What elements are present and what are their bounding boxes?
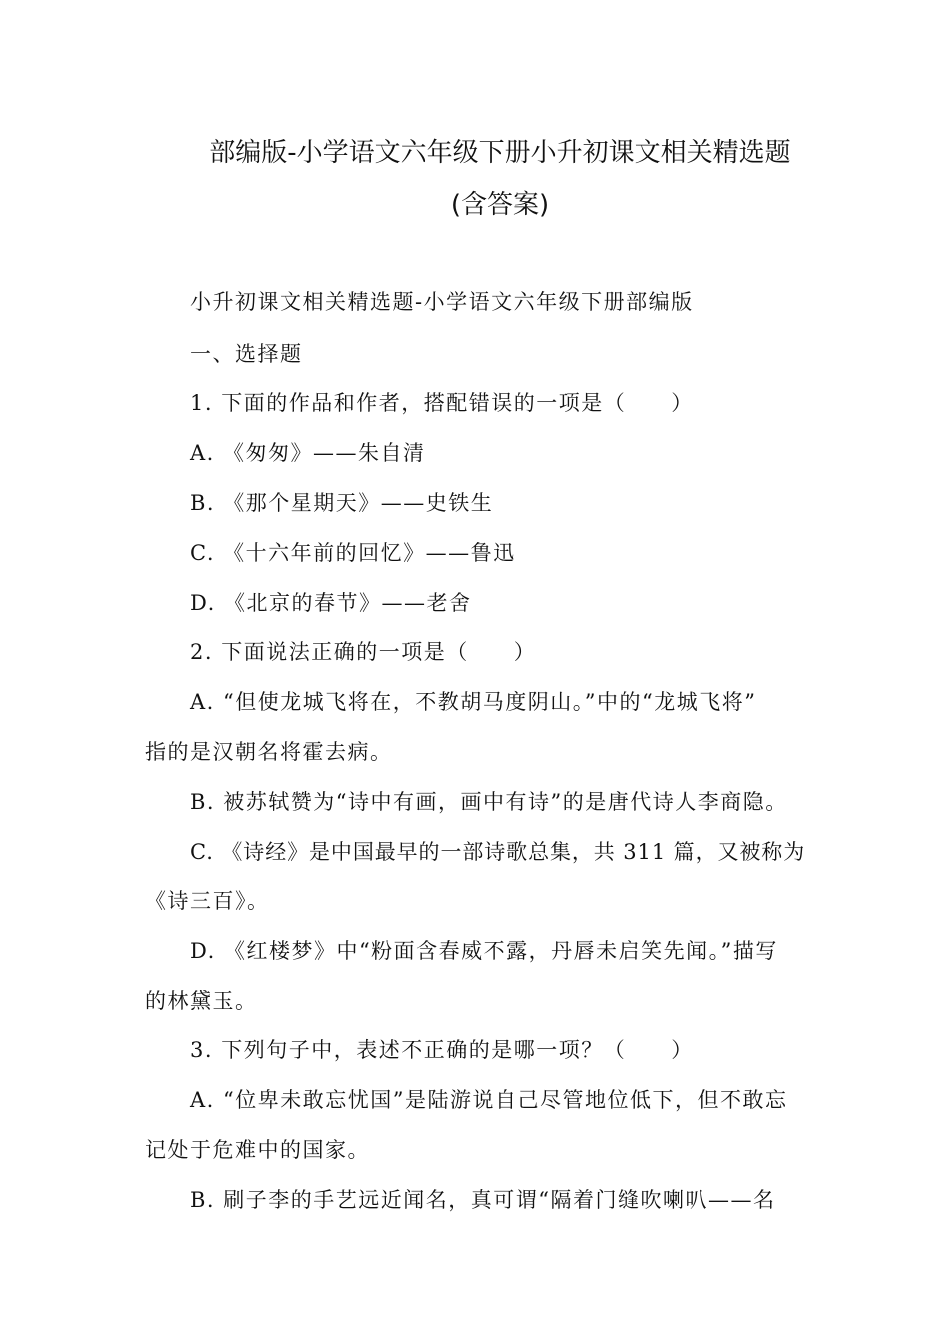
question-1-option-d: D. 《北京的春节》——老舍 [190, 591, 472, 615]
question-3-stem: 3. 下列句子中，表述不正确的是哪一项？（ ） [190, 1038, 694, 1062]
question-2-option-d: D. 《红楼梦》中“粉面含春威不露，丹唇未启笑先闻。”描写 [190, 939, 778, 963]
question-1-option-b: B. 《那个星期天》——史铁生 [190, 491, 494, 515]
question-1-option-c: C. 《十六年前的回忆》——鲁迅 [190, 541, 516, 565]
section-heading: 一、选择题 [190, 342, 303, 366]
question-2-option-a: A. “但使龙城飞将在，不教胡马度阴山。”中的“龙城飞将” [190, 690, 757, 714]
document-title: 部编版-小学语文六年级下册小升初课文相关精选题 [209, 138, 791, 168]
question-2-option-b: B. 被苏轼赞为“诗中有画，画中有诗”的是唐代诗人李商隐。 [190, 790, 788, 814]
question-3-option-a: A. “位卑未敢忘忧国”是陆游说自己尽管地位低下，但不敢忘 [190, 1088, 788, 1112]
question-2-stem: 2. 下面说法正确的一项是（ ） [190, 640, 537, 664]
question-1-option-a: A. 《匆匆》——朱自清 [190, 441, 426, 465]
question-2-option-a-cont: 指的是汉朝名将霍去病。 [145, 740, 393, 764]
question-3-option-b: B. 刷子李的手艺远近闻名，真可谓“隔着门缝吹喇叭——名 [190, 1188, 776, 1212]
document-subtitle: 小升初课文相关精选题-小学语文六年级下册部编版 [190, 290, 694, 314]
question-1-stem: 1. 下面的作品和作者，搭配错误的一项是（ ） [190, 391, 694, 415]
question-3-option-a-cont: 记处于危难中的国家。 [145, 1138, 370, 1162]
question-2-option-c: C. 《诗经》是中国最早的一部诗歌总集，共 311 篇，又被称为 [190, 840, 806, 864]
question-2-option-c-cont: 《诗三百》。 [145, 889, 270, 913]
question-2-option-d-cont: 的林黛玉。 [145, 989, 258, 1013]
document-title-suffix: (含答案) [450, 190, 550, 220]
